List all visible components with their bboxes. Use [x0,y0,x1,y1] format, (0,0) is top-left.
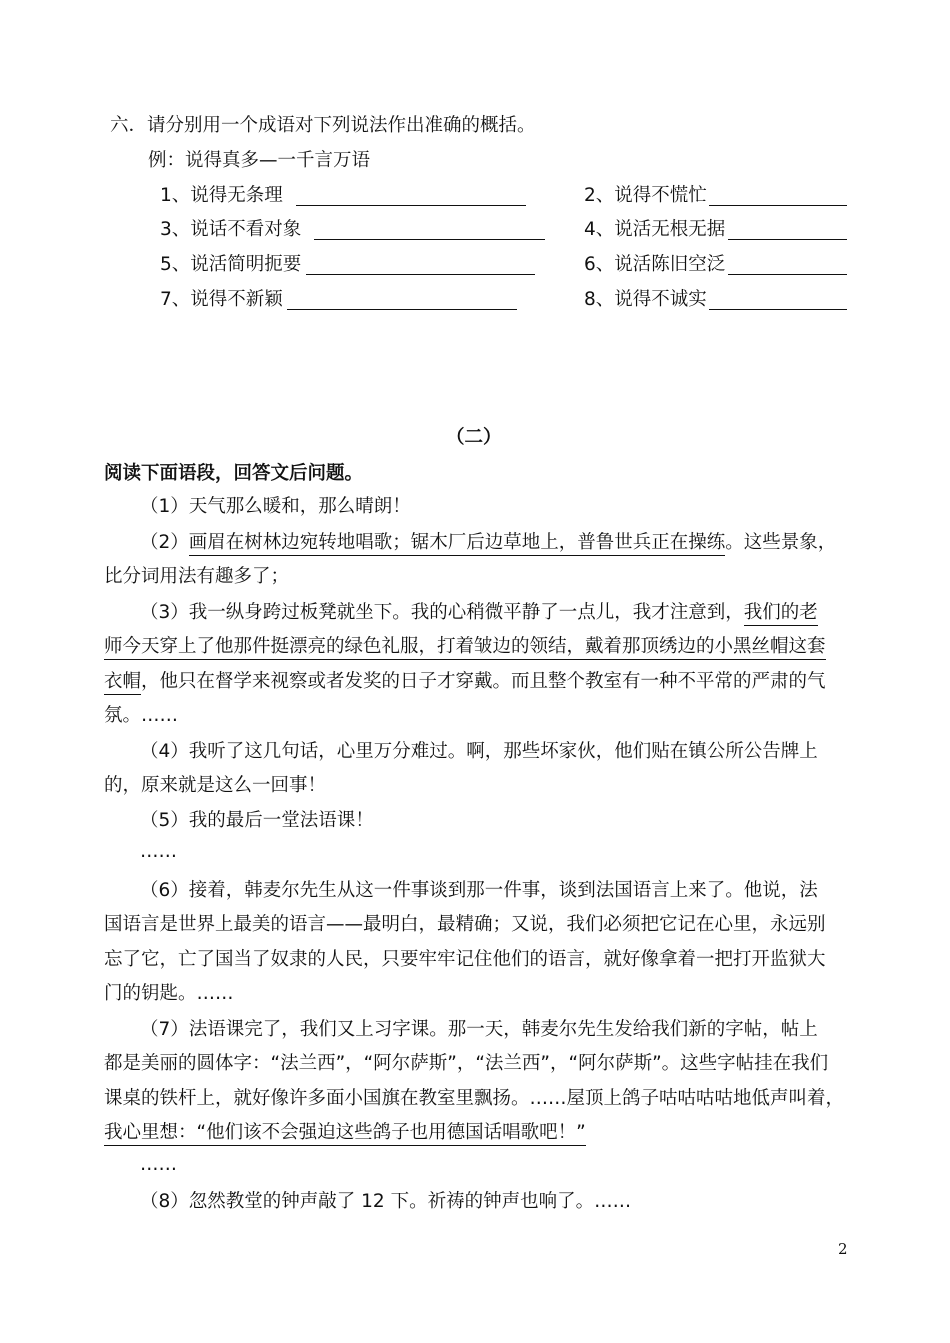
item-2-blank[interactable] [709,205,847,206]
item-8-blank[interactable] [709,309,847,310]
ellipsis-2: …… [140,1154,177,1175]
item-6-blank[interactable] [728,274,847,275]
paragraph-6-line-2: 国语言是世界上最美的语言——最明白，最精确；又说，我们必须把它记在心里，永远别 [104,914,826,935]
paragraph-3-underlined-2: 师今天穿上了他那件挺漂亮的绿色礼服，打着皱边的领结，戴着那顶绣边的小黑丝帽这套 [104,636,826,660]
paragraph-6-line-1: （6）接着，韩麦尔先生从这一件事谈到那一件事，谈到法国语言上来了。他说，法 [140,880,818,901]
paragraph-3-plain-1: （3）我一纵身跨过板凳就坐下。我的心稍微平静了一点儿，我才注意到， [140,602,744,623]
paragraph-2-underlined: 画眉在树林边宛转地唱歌；锯木厂后边草地上，普鲁世兵正在操练 [189,532,726,556]
item-7-blank[interactable] [287,309,517,310]
item-5-blank[interactable] [306,274,535,275]
paragraph-3-line-4: 氛。…… [104,705,179,726]
item-7-label: 7、说得不新颖 [160,289,283,310]
page-number: 2 [838,1240,848,1258]
item-4-label: 4、说活无根无据 [584,219,726,240]
paragraph-3-underlined-3: 衣帽 [104,671,141,695]
paragraph-1: （1）天气那么暖和，那么晴朗！ [140,496,411,517]
item-5-label: 5、说活简明扼要 [160,254,302,275]
item-3-label: 3、说话不看对象 [160,219,302,240]
item-4-blank[interactable] [728,239,847,240]
paragraph-2-prefix: （2） [140,532,189,553]
item-1-label: 1、说得无条理 [160,185,283,206]
item-1-blank[interactable] [296,205,526,206]
paragraph-2-line-1 [140,528,836,554]
paragraph-6-line-3: 忘了它，亡了国当了奴隶的人民，只要牢牢记住他们的语言，就好像拿着一把打开监狱大 [104,949,826,970]
paragraph-8: （8）忽然教堂的钟声敲了 12 下。祈祷的钟声也响了。…… [140,1191,632,1212]
paragraph-2-suffix: 。这些景象， [725,532,837,553]
paragraph-3-line-2 [104,632,826,658]
paragraph-2-line-2: 比分词用法有趣多了； [104,566,290,587]
paragraph-3-underlined-1: 我们的老 [744,602,818,626]
paragraph-7-line-4 [104,1118,586,1144]
section6-example: 例：说得真多—一千言万语 [148,150,371,171]
section-title: （二） [446,427,502,448]
paragraph-3-plain-3: ，他只在督学来视察或者发奖的日子才穿戴。而且整个教室有一种不平常的严肃的气 [141,671,826,692]
paragraph-5: （5）我的最后一堂法语课！ [140,810,374,831]
section6-heading: 六．请分别用一个成语对下列说法作出准确的概括。 [110,115,536,136]
item-6-label: 6、说活陈旧空泛 [584,254,726,275]
reading-instruction: 阅读下面语段，回答文后问题。 [104,463,364,484]
ellipsis-1: …… [140,841,177,862]
paragraph-3-line-1 [140,598,818,624]
paragraph-3-line-3 [104,667,826,693]
item-8-label: 8、说得不诚实 [584,289,707,310]
paragraph-4-line-2: 的，原来就是这么一回事！ [104,775,327,796]
item-3-blank[interactable] [314,239,545,240]
paragraph-7-underlined: 我心里想：“他们该不会强迫这些鸽子也用德国话唱歌吧！” [104,1122,586,1146]
paragraph-7-line-1: （7）法语课完了，我们又上习字课。那一天，韩麦尔先生发给我们新的字帖，帖上 [140,1019,818,1040]
item-2-label: 2、说得不慌忙 [584,185,707,206]
paragraph-7-line-2: 都是美丽的圆体字：“法兰西”，“阿尔萨斯”，“法兰西”，“阿尔萨斯”。这些字帖挂在我们 [104,1053,829,1074]
paragraph-4-line-1: （4）我听了这几句话，心里万分难过。啊，那些坏家伙，他们贴在镇公所公告牌上 [140,741,818,762]
paragraph-6-line-4: 门的钥匙。…… [104,983,234,1004]
paragraph-7-line-3: 课桌的铁杆上，就好像许多面小国旗在教室里飘扬。……屋顶上鸽子咕咕咕咕地低声叫着， [104,1088,845,1109]
